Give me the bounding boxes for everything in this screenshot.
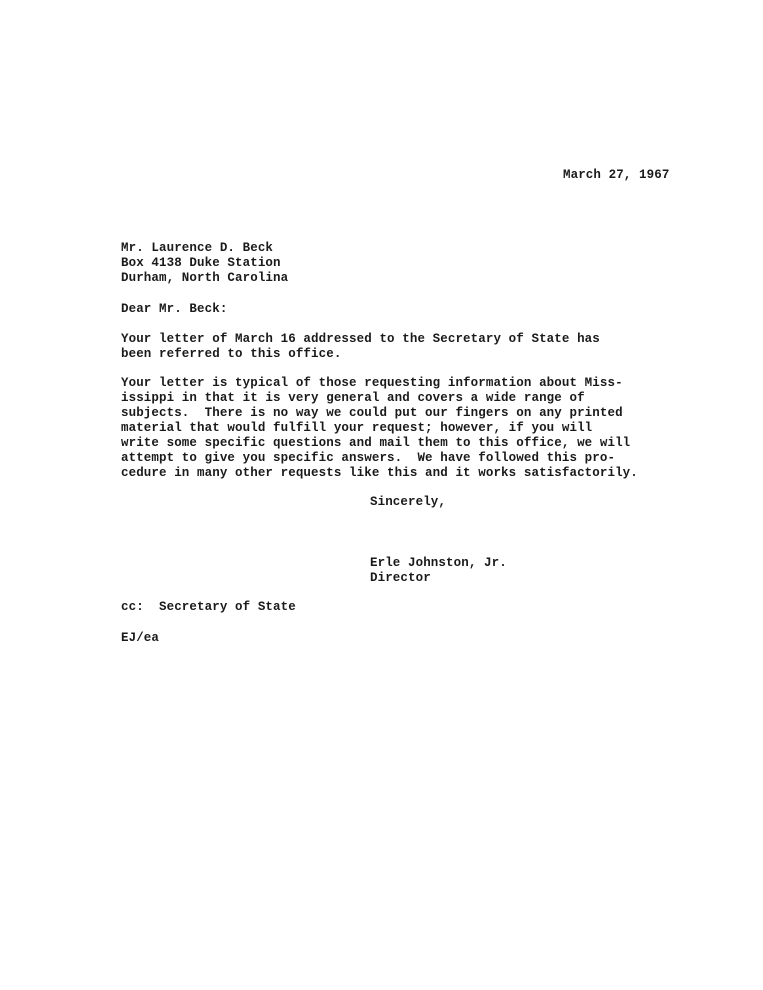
paragraph-line: cedure in many other requests like this and it works satisfactorily. — [121, 466, 638, 480]
paragraph-line: Your letter is typical of those requesting information about Miss- — [121, 376, 623, 390]
paragraph-1 — [121, 332, 600, 362]
paragraph-line: been referred to this office. — [121, 347, 342, 361]
paragraph-line: Your letter of March 16 addressed to the Secretary of State has — [121, 332, 600, 346]
paragraph-2 — [121, 376, 638, 481]
paragraph-line: issippi in that it is very general and covers a wide range of — [121, 391, 585, 405]
paragraph-line: material that would fulfill your request; however, if you will — [121, 421, 593, 435]
typist-initials: EJ/ea — [121, 631, 160, 645]
letter-date: March 27, 1967 — [563, 168, 670, 182]
paragraph-line: subjects. There is no way we could put our fingers on any printed — [121, 406, 623, 420]
paragraph-line: write some specific questions and mail them to this office, we will — [121, 436, 631, 450]
address-line: Mr. Laurence D. Beck — [121, 241, 274, 255]
recipient-address — [121, 241, 288, 286]
closing: Sincerely, — [370, 495, 447, 509]
address-line: Durham, North Carolina — [121, 271, 289, 285]
cc-line: cc: Secretary of State — [121, 600, 296, 614]
signer-title: Director — [370, 571, 431, 585]
paragraph-line: attempt to give you specific answers. We have followed this pro- — [121, 451, 616, 465]
salutation: Dear Mr. Beck: — [121, 302, 228, 316]
signer-name: Erle Johnston, Jr. — [370, 556, 507, 570]
signature-block — [370, 556, 507, 586]
address-line: Box 4138 Duke Station — [121, 256, 281, 270]
